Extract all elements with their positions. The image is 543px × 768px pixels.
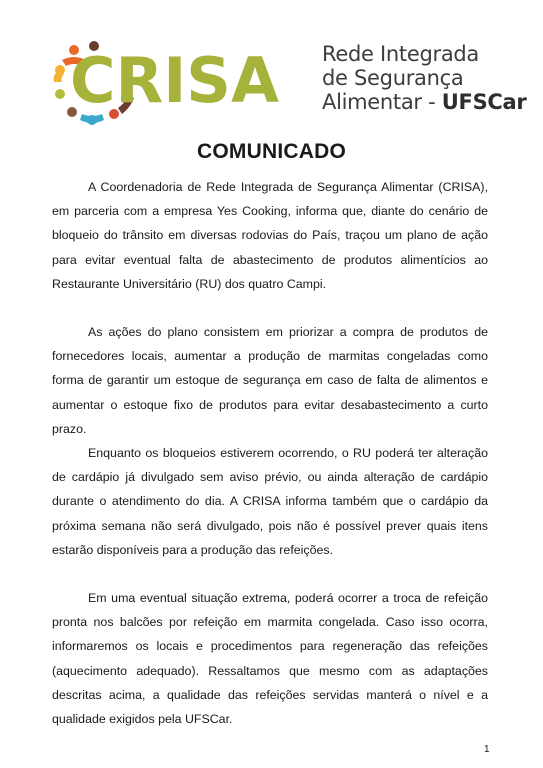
wordmark: CRISA bbox=[70, 44, 279, 117]
org-line3 bbox=[322, 90, 526, 114]
paragraph-4: Em uma eventual situação extrema, poderá ocorrer a troca de refeição pronta nos balcões por refeição em marmita congelada. Caso isso ocorra, informaremos os locais e procedimentos para regeneração das refeições (aquecimento adequado). Ressaltamos que mesmo com as adaptações descritas acima, a qualidade das refeições servidas manterá o nível e a qualidade exigidos pela UFSCar. bbox=[52, 591, 488, 727]
org-line3-prefix: Alimentar - bbox=[322, 90, 442, 114]
org-line1: Rede Integrada bbox=[322, 42, 479, 66]
paragraph-2: As ações do plano consistem em priorizar a compra de produtos de fornecedores locais, aumentar a produção de marmitas congeladas como forma de garantir um estoque de segurança em caso de falta de alimentos e aumentar o estoque fixo de produtos para evitar desabastecimento a curto prazo. bbox=[52, 325, 488, 436]
page-number: 1 bbox=[484, 744, 490, 755]
org-line2: de Segurança bbox=[322, 66, 464, 90]
paragraph-3: Enquanto os bloqueios estiverem ocorrendo, o RU poderá ter alteração de cardápio já divulgado sem aviso prévio, ou ainda alteração de cardápio durante o atendimento do dia. A CRISA informa também que o cardápio da próxima semana não será divulgado, pois não é possível prever quais itens estarão disponíveis para a produção das refeições. bbox=[52, 446, 488, 557]
document-body bbox=[52, 175, 488, 731]
org-name bbox=[322, 42, 526, 114]
crisa-logo bbox=[52, 38, 297, 128]
header bbox=[0, 0, 543, 130]
org-line3-bold: UFSCar bbox=[441, 90, 527, 114]
document-title: COMUNICADO bbox=[197, 140, 346, 163]
paragraph-1: A Coordenadoria de Rede Integrada de Segurança Alimentar (CRISA), em parceria com a empresa Yes Cooking, informa que, diante do cenário de bloqueio do trânsito em diversas rodovias do País, traçou um plano de ação para evitar eventual falta de abastecimento de produtos alimentícios ao Restaurante Universitário (RU) dos quatro Campi. bbox=[52, 180, 488, 291]
